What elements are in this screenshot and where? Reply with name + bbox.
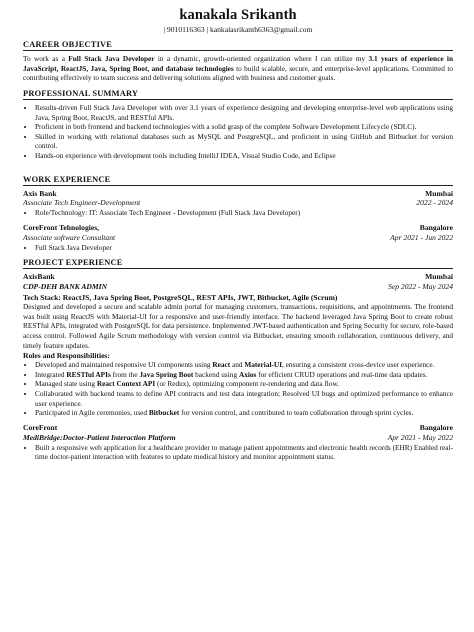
job-entry <box>23 189 453 218</box>
list-item: • Hands-on experience with development tools including IntelliJ IDEA, Visual Studio Code, and Eclipse <box>35 151 453 161</box>
list-item: • Role/Technology: IT: Associate Tech Engineer - Development (Full Stack Java Developer) <box>35 208 453 218</box>
list-item: • Collaborated with backend teams to define API contracts and test data integration; Resolved UI bugs and optimized performance to enhance user experience. <box>35 389 453 408</box>
section-divider <box>23 50 453 51</box>
project-entry <box>23 423 453 462</box>
job-role: Associate Tech Engineer-Development <box>23 198 141 208</box>
list-item: • Results-driven Full Stack Java Developer with over 3.1 years of experience designing and developing enterprise-level web applications using Java, Spring Boot, ReactJS, and RESTful APIs. <box>35 103 453 122</box>
project-name: MediBridge:Doctor-Patient Interaction Platform <box>23 432 176 442</box>
project-experience-section <box>23 258 453 462</box>
job-dates: Apr 2021 - Jun 2022 <box>390 232 453 242</box>
project-company: AxisBank <box>23 272 55 282</box>
objective-text: To work as a Full Stack Java Developer in a dynamic, growth-oriented organization where I can utilize my 3.1 years of experience in JavaScript, ReactJS, Java, Spring Boot, and database technologies to build scalable, secure, and enterprise-level applications. Committed to contributing effectively to team success and delivering solutions aligned with business and customer goals. <box>23 54 453 83</box>
candidate-name: kanakala Srikanth <box>179 7 297 23</box>
project-company: CoreFront <box>23 422 58 432</box>
project-entry <box>23 272 453 418</box>
work-experience-section <box>23 175 453 253</box>
company-name: Axis Bank <box>23 188 57 198</box>
section-divider <box>23 185 453 186</box>
job-location: Bangalore <box>419 222 453 232</box>
list-item: • Developed and maintained responsive UI components using React and Material-UI, ensuring a consistent cross-device user experience. <box>35 360 453 370</box>
section-title: PROJECT EXPERIENCE <box>23 258 123 268</box>
roles-heading: Roles and Responsibilities: <box>23 351 110 361</box>
company-name: CoreFront Tehnologies, <box>23 222 100 232</box>
list-item: • Skilled in working with relational databases such as MySQL and PostgreSQL, and proficient in using GitHub and Bitbucket for version control. <box>35 132 453 151</box>
list-item: • Full Stack Java Developer <box>35 243 453 253</box>
job-dates: 2022 - 2024 <box>416 198 453 208</box>
list-item: • Participated in Agile ceremonies, used Bitbucket for version control, and contributed to team collaboration through sprint cycles. <box>35 408 453 418</box>
section-title: CAREER OBJECTIVE <box>23 40 113 49</box>
list-item: • Built a responsive web application for a healthcare provider to manage patient appointments and electronic health records (EHR) Enabled real-time doctor-patient interaction with features to update medical history and monitor appointment status. <box>35 443 453 462</box>
summary-list <box>23 103 453 161</box>
job-entry <box>23 223 453 252</box>
list-item: • Integrated RESTful APIs from the Java Spring Boot backend using Axios for efficient CRUD operations and real-time data updates. <box>35 370 453 380</box>
tech-stack: Tech Stack: ReactJS, Java Spring Boot, PostgreSQL, REST APIs, JWT, Bitbucket, Agile (Scrum) <box>23 293 338 303</box>
project-dates: Sep 2022 - May 2024 <box>388 282 453 292</box>
project-dates: Apr 2021 - May 2022 <box>387 432 453 442</box>
section-title: PROFESSIONAL SUMMARY <box>23 88 139 98</box>
list-item: • Managed state using React Context API (or Redux), optimizing component re-rendering and data flow. <box>35 379 453 389</box>
job-location: Mumbai <box>425 188 453 198</box>
list-item: • Proficient in both frontend and backend technologies with a solid grasp of the complete Software Development Lifecycle (SDLC). <box>35 122 453 132</box>
section-divider <box>23 99 453 100</box>
contact-line: | 9010116363 | kankalasrikanth6363@gmail.com <box>163 25 313 34</box>
project-location: Bangalore <box>419 422 453 432</box>
job-role: Associate software Consultant <box>23 232 116 242</box>
section-divider <box>23 268 453 269</box>
project-description: Designed and developed a secure and scalable admin portal for managing customers, transactions, requisitions, and appointments. The frontend was built using ReactJS with Material-UI for a responsive and user-friendly interface. The backend leveraged Java Spring Boot to create robust RESTful APIs, integrated with PostgreSQL for data persistence. Implemented JWT-based authentication and Spring Security for secure, role-based access control. Followed Agile Scrum methodology with version control via Bitbucket, ensuring smooth collaboration, continuous delivery, and timely feature updates. <box>23 302 453 350</box>
roles-list <box>23 360 453 418</box>
project-location: Mumbai <box>425 272 453 282</box>
career-objective-section <box>23 40 453 83</box>
project-name: CDP-DEH BANK ADMIN <box>23 282 108 292</box>
section-title: WORK EXPERIENCE <box>23 174 111 184</box>
professional-summary-section <box>23 89 453 161</box>
